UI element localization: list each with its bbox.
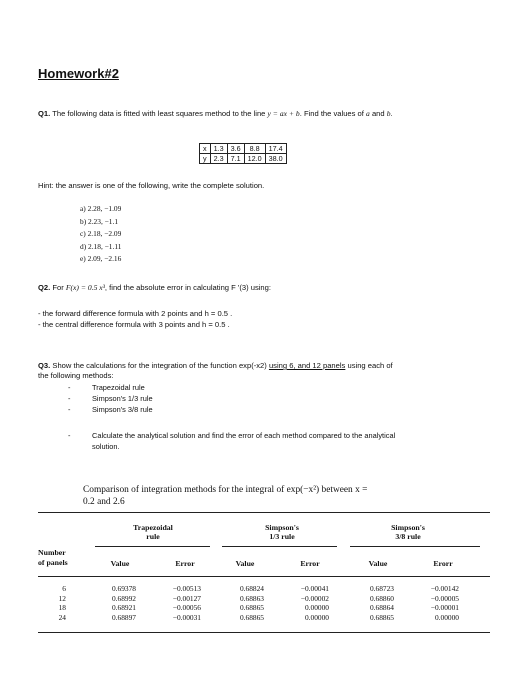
s13-value-column: [222, 584, 264, 622]
row-header: Number of panels: [38, 548, 68, 567]
q1-hint: Hint: the answer is one of the following, write the complete solution.: [38, 181, 265, 190]
table-cell: 18: [58, 603, 66, 613]
q3-methods: [68, 382, 153, 415]
comparison-title: Comparison of integration methods for the integral of exp(−x²) between x = 0.2 and 2.6: [83, 485, 368, 507]
q2-statement: [38, 283, 271, 293]
table-cell: 0.68865: [239, 612, 264, 622]
table-cell: −0.00001: [430, 603, 459, 613]
list-item: - Simpson's 3/8 rule: [68, 405, 153, 414]
group-header-simpson-13: Simpson's 1/3 rule: [265, 523, 299, 541]
col-header: Value: [368, 559, 388, 568]
q1-text: The following data is fitted with least squares method to the line: [52, 109, 266, 118]
table-cell: 12.0: [244, 154, 265, 164]
q3-calc-line1: Calculate the analytical solution and find the error of each method compared to the analytical: [92, 431, 396, 440]
col-header: Error: [300, 559, 320, 568]
table-bottom-rule: [38, 632, 490, 633]
table-cell: 0.68723: [369, 584, 394, 593]
q1-option: c) 2.18, −2.09: [80, 229, 122, 239]
table-cell: −0.00142: [430, 584, 459, 593]
table-top-rule: [38, 512, 490, 513]
q2-item: - the central difference formula with 3 points and h = 0.5 .: [38, 320, 230, 329]
table-cell: 2.3: [210, 154, 227, 164]
q3-statement: [38, 361, 488, 371]
table-cell: −0.00056: [172, 603, 201, 613]
table-cell: −0.00031: [172, 612, 201, 622]
table-cell: 8.8: [244, 144, 265, 154]
trap-value-column: [94, 584, 136, 622]
table-cell: 6: [62, 584, 66, 593]
table-cell: 0.00000: [304, 603, 329, 613]
q1-text-after: . Find the values of: [299, 109, 364, 118]
table-cell: 0.68865: [369, 612, 394, 622]
panels-column: [40, 584, 66, 622]
table-cell: −0.00127: [172, 593, 201, 603]
table-cell: 0.68897: [111, 612, 136, 622]
table-cell: −0.00005: [430, 593, 459, 603]
q3-calc: - Calculate the analytical solution and find the error of each method compared to the analytical solution.: [68, 431, 396, 451]
table-cell: 24: [58, 612, 66, 622]
list-item: - Simpson's 1/3 rule: [68, 394, 153, 403]
table-cell: 0.68864: [369, 603, 394, 613]
q2-item: - the forward difference formula with 2 points and h = 0.5 .: [38, 309, 233, 318]
q3-underlined: using 6, and 12 panels: [268, 361, 346, 370]
table-cell: 1.3: [210, 144, 227, 154]
table-cell: y: [200, 154, 211, 164]
q1-option: a) 2.28, −1.09: [80, 204, 122, 213]
table-cell: −0.00513: [172, 584, 201, 593]
col-header: Error: [175, 559, 195, 568]
table-row: [200, 154, 287, 164]
table-cell: 0.00000: [304, 612, 329, 622]
table-cell: 0.68863: [239, 593, 264, 603]
q1-label: Q1.: [38, 109, 51, 118]
table-row: [200, 144, 287, 154]
table-cell: 0.69378: [111, 584, 136, 593]
group-header-trapezoidal: Trapezoidal rule: [133, 523, 173, 541]
q2-function: F(x) = 0.5 x³: [65, 283, 105, 292]
s13-error-column: [281, 584, 329, 622]
q1-options: [80, 203, 121, 266]
q1-option: b) 2.23, −1.1: [80, 216, 119, 226]
q1-and: and: [371, 109, 385, 118]
q3-line2: the following methods:: [38, 371, 114, 380]
q2-text-after: , find the absolute error in calculating F '(3) using:: [104, 283, 271, 292]
q1-period: .: [390, 109, 393, 118]
q3-text: Show the calculations for the integration of the function exp(-x2): [52, 361, 267, 370]
table-cell: 17.4: [265, 144, 286, 154]
table-cell: 0.68992: [111, 593, 136, 603]
q1-data-table: [199, 143, 287, 164]
table-cell: −0.00002: [300, 593, 329, 603]
col-header: Value: [110, 559, 130, 568]
q1-option: e) 2.09, −2.16: [80, 254, 122, 264]
q1-statement: [38, 109, 393, 119]
table-cell: 7.1: [227, 154, 244, 164]
q2-text: For: [52, 283, 64, 292]
q3-label: Q3.: [38, 361, 51, 370]
s38-value-column: [352, 584, 394, 622]
page-title: Homework#2: [38, 66, 119, 81]
s38-error-column: [411, 584, 459, 622]
q2-label: Q2.: [38, 283, 51, 292]
table-cell: 12: [58, 593, 66, 603]
table-cell: 0.68860: [369, 593, 394, 603]
col-header: Erorr: [433, 559, 453, 568]
table-cell: −0.00041: [300, 584, 329, 593]
table-cell: 0.00000: [434, 612, 459, 622]
q3-calc-line2: solution.: [92, 442, 120, 451]
table-cell: x: [200, 144, 211, 154]
table-cell: 0.68824: [239, 584, 264, 593]
trap-error-column: [153, 584, 201, 622]
table-header-rule: [38, 576, 490, 577]
col-header: Value: [235, 559, 255, 568]
q1-equation: y = ax + b: [267, 109, 300, 118]
table-cell: 38.0: [265, 154, 286, 164]
list-item: - Trapezoidal rule: [68, 383, 145, 392]
q1-var-a: a: [366, 109, 370, 118]
q1-option: d) 2.18, −1.11: [80, 241, 122, 251]
group-header-simpson-38: Simpson's 3/8 rule: [391, 523, 425, 541]
table-cell: 0.68921: [111, 603, 136, 613]
q1-var-b: b: [386, 109, 391, 118]
table-cell: 0.68865: [239, 603, 264, 613]
table-cell: 3.6: [227, 144, 244, 154]
q3-text-after: using each of: [347, 361, 393, 370]
